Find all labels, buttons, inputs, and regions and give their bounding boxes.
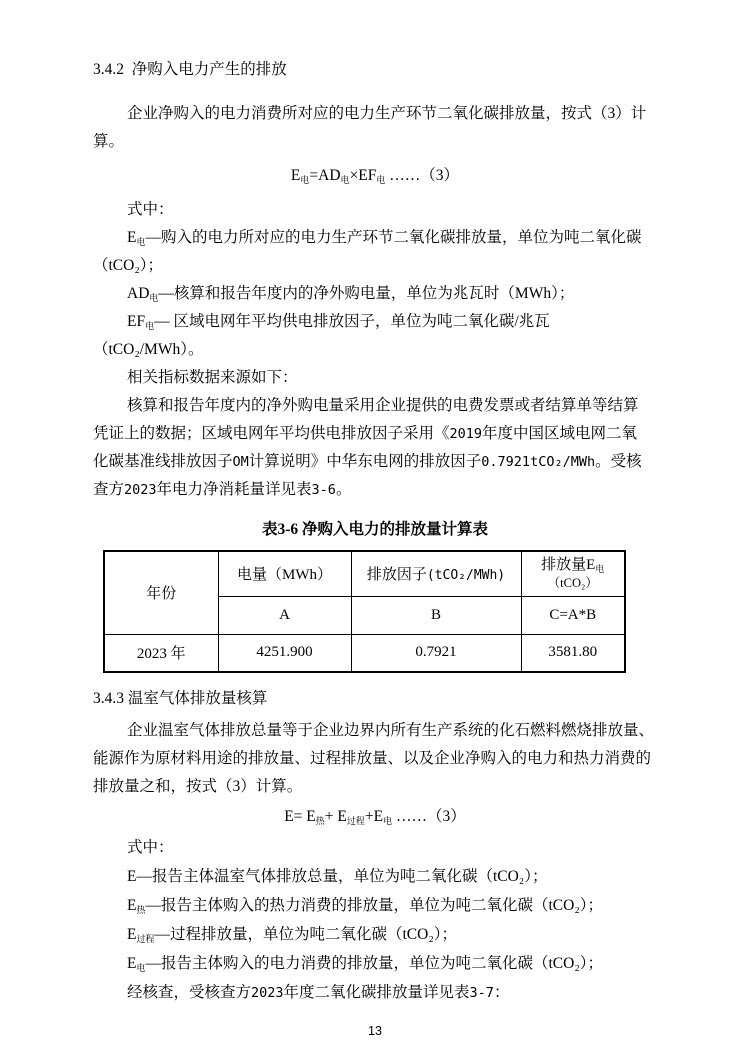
- table-header-row: [104, 551, 625, 596]
- where-label-343: 式中：: [127, 839, 174, 856]
- table-3-6-caption: 表3-6 净购入电力的排放量计算表: [261, 521, 489, 538]
- header-year: 年份: [104, 551, 218, 634]
- def-e-elec-line-1: $E_电—$购入的电力所对应的电力生产环节二氧化碳排放量，单位为吨二氧化碳: [127, 229, 642, 247]
- header-emission: [521, 551, 625, 596]
- para-343-line-1: 企业温室气体排放总量等于企业边界内所有生产系统的化石燃料燃烧排放量、: [127, 722, 655, 739]
- def-e-elec-343: $E_电—$报告主体购入的电力消费的排放量，单位为吨二氧化碳（tCO₂）；: [127, 955, 603, 973]
- para-342-line-1: 企业净购入的电力消费所对应的电力生产环节二氧化碳排放量，按式（3）计: [127, 105, 647, 122]
- def-e-heat: $E_热—$报告主体购入的热力消费的排放量，单位为吨二氧化碳（tCO₂）；: [127, 897, 603, 915]
- cell-power: 4251.900: [218, 634, 351, 672]
- para-342-line-2: 算。: [93, 133, 125, 150]
- subheader-a: A: [218, 596, 351, 634]
- data-sources-intro: 相关指标数据来源如下：: [127, 369, 298, 386]
- where-label-342: 式中：: [127, 201, 174, 218]
- header-emission-line-2: （tCO₂）: [547, 576, 598, 591]
- formula-total-emission: $E= E_热+ E_{过程}+E_电$ ……（3）: [284, 808, 466, 826]
- def-ad-elec: $AD_电—$核算和报告年度内的净外购电量，单位为兆瓦时（MWh）；: [127, 285, 575, 303]
- definitions-343: [93, 833, 657, 1008]
- cell-year: 2023 年: [104, 634, 218, 672]
- cell-factor: 0.7921: [351, 634, 521, 672]
- subheader-b: B: [351, 596, 521, 634]
- section-343-heading: 3.4.3 温室气体排放量核算: [93, 690, 268, 707]
- closing-line: 经核查，受核查方2023年度二氧化碳排放量详见表3-7：: [127, 984, 510, 1001]
- sources-line-4: 查方2023年电力净消耗量详见表3-6。: [93, 481, 352, 498]
- sources-line-3: 化碳基准线排放因子OM计算说明》中华东电网的排放因子0.7921tCO₂/MWh。受核: [93, 453, 642, 470]
- header-factor: 排放因子(tCO₂/MWh): [351, 551, 521, 596]
- para-343-line-3: 排放量之和，按式（3）计算。: [93, 778, 303, 795]
- def-e-elec-line-2: （tCO₂）；: [93, 257, 163, 274]
- formula-electricity: $E_电=AD_电\times EF_电$ ……（3）: [290, 167, 460, 185]
- subheader-c: C=A*B: [521, 596, 625, 634]
- header-emission-line-1: 排放量$E_电$: [541, 557, 605, 575]
- para-343-line-2: 能源作为原材料用途的排放量、过程排放量、以及企业净购入的电力和热力消费的: [93, 750, 652, 767]
- section-342-heading: 3.4.2 净购入电力产生的排放: [93, 61, 287, 78]
- sources-line-2: 凭证上的数据；区域电网年平均供电排放因子采用《2019年度中国区域电网二氧: [93, 425, 638, 442]
- page-number: 13: [368, 1024, 382, 1038]
- table-row: [104, 634, 625, 672]
- def-ef-elec: $EF_电—$ 区域电网年平均供电排放因子，单位为吨二氧化碳/兆瓦（tCO₂/MWh）。: [93, 313, 550, 358]
- cell-emission: 3581.80: [521, 634, 625, 672]
- table-3-6: [103, 550, 626, 673]
- sources-line-1: 核算和报告年度内的净外购电量采用企业提供的电费发票或者结算单等结算: [127, 397, 639, 414]
- def-e-process: $E_{过程}—$过程排放量，单位为吨二氧化碳（tCO₂）；: [127, 926, 457, 944]
- def-e-total: E—报告主体温室气体排放总量，单位为吨二氧化碳（tCO₂）；: [127, 868, 548, 885]
- header-power: 电量（MWh）: [218, 551, 351, 596]
- page-content: [93, 56, 657, 1008]
